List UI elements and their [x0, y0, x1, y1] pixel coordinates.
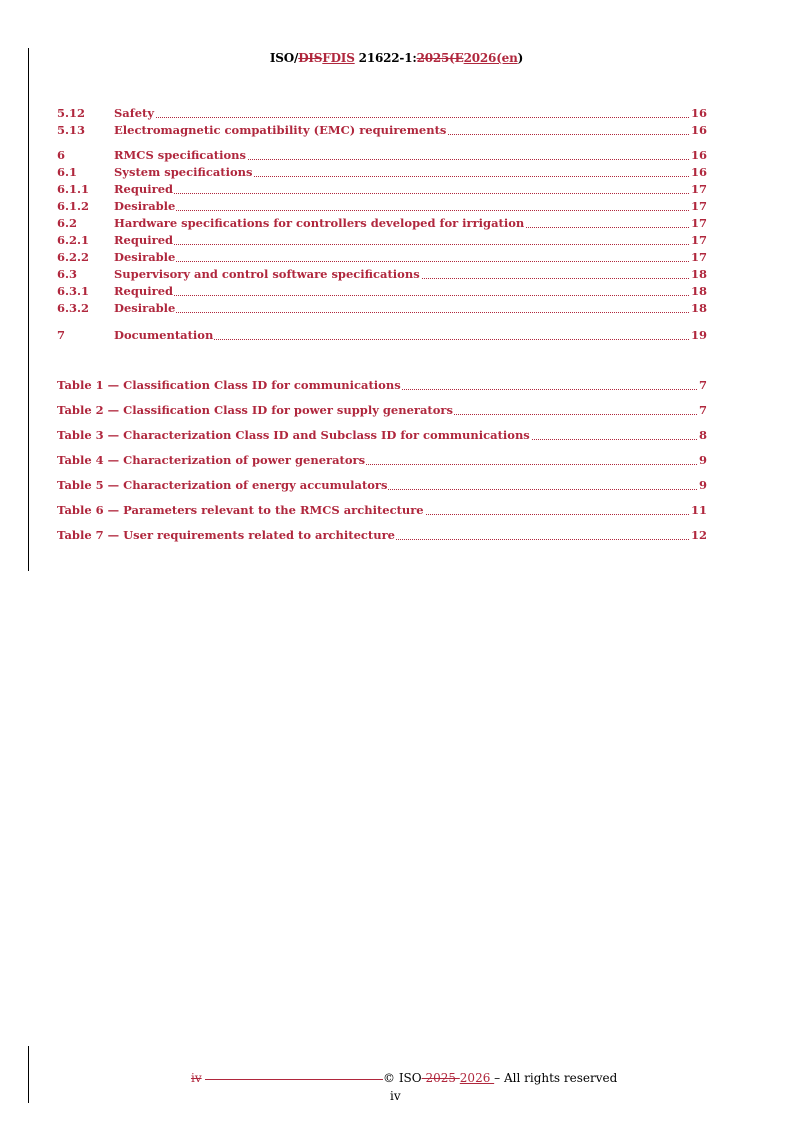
toc-entry[interactable] [57, 301, 707, 318]
toc-page: 16 [690, 148, 707, 162]
table-entry[interactable] [57, 478, 707, 503]
toc-page: 17 [690, 216, 707, 230]
table-entry-title: Table 5 — Characterization of energy accumulators [57, 478, 388, 492]
toc-title: Required [114, 233, 174, 247]
list-of-tables [57, 378, 707, 553]
toc-page: 17 [690, 199, 707, 213]
footer-deleted-page: iv [191, 1071, 202, 1085]
toc-title: Desirable [114, 250, 176, 264]
toc-entry[interactable] [57, 250, 707, 267]
toc-number: 6.3.1 [57, 284, 90, 298]
table-entry-page: 9 [698, 453, 707, 467]
header-deleted-stage: DIS [298, 51, 323, 65]
toc-page: 16 [690, 106, 707, 120]
toc-number: 6 [57, 148, 66, 162]
footer-deleted-rule [205, 1079, 383, 1080]
toc-page: 19 [690, 328, 707, 342]
page-number: iv [390, 1089, 401, 1103]
change-bar-bottom [28, 1046, 29, 1103]
toc-title: Hardware specifications for controllers developed for irrigation [114, 216, 525, 230]
copyright-deleted-year: 2025 [421, 1071, 460, 1085]
toc-page: 16 [690, 165, 707, 179]
toc-page: 18 [690, 267, 707, 281]
toc-number: 6.2.1 [57, 233, 90, 247]
toc-number: 6.1 [57, 165, 78, 179]
table-entry-title: Table 3 — Characterization Class ID and Subclass ID for communications [57, 428, 530, 442]
toc-number: 6.2 [57, 216, 78, 230]
toc-page: 17 [690, 233, 707, 247]
toc-group-5 [57, 106, 707, 140]
header-inserted-stage: FDIS [322, 51, 355, 65]
table-entry-title: Table 6 — Parameters relevant to the RMCS architecture [57, 503, 424, 517]
header-prefix: ISO/ [269, 51, 299, 65]
toc-number: 6.2.2 [57, 250, 90, 264]
table-entry-page: 7 [698, 378, 707, 392]
toc-title: System specifications [114, 165, 253, 179]
table-entry[interactable] [57, 453, 707, 478]
table-entry[interactable] [57, 528, 707, 553]
toc-title: Electromagnetic compatibility (EMC) requirements [114, 123, 447, 137]
copyright-prefix: © ISO [383, 1071, 422, 1085]
copyright-notice [383, 1071, 617, 1085]
toc-entry[interactable] [57, 123, 707, 140]
toc-number: 6.1.1 [57, 182, 90, 196]
table-entry-page: 7 [698, 403, 707, 417]
toc-title: RMCS specifications [114, 148, 246, 162]
toc-page: 17 [690, 182, 707, 196]
toc-entry[interactable] [57, 106, 707, 123]
header-deleted-year: 2025(E [416, 51, 464, 65]
toc-page: 17 [690, 250, 707, 264]
toc-title: Desirable [114, 199, 176, 213]
toc-page: 18 [690, 301, 707, 315]
header-inserted-year: 2026(en [463, 51, 518, 65]
toc-entry[interactable] [57, 165, 707, 182]
toc-number: 7 [57, 328, 66, 342]
page-header [0, 51, 793, 65]
copyright-suffix: – All rights reserved [494, 1071, 618, 1085]
table-entry-title: Table 4 — Characterization of power generators [57, 453, 366, 467]
toc-entry[interactable] [57, 267, 707, 284]
toc-title: Safety [114, 106, 155, 120]
header-middle: 21622-1: [354, 51, 417, 65]
toc-title: Documentation [114, 328, 214, 342]
toc-group-6 [57, 148, 707, 318]
toc-number: 6.3.2 [57, 301, 90, 315]
table-entry-title: Table 1 — Classification Class ID for communications [57, 378, 401, 392]
table-entry-page: 8 [698, 428, 707, 442]
toc-entry[interactable] [57, 233, 707, 250]
table-entry-title: Table 2 — Classification Class ID for power supply generators [57, 403, 453, 417]
table-entry-title: Table 7 — User requirements related to architecture [57, 528, 395, 542]
toc-entry[interactable] [57, 328, 707, 345]
toc-entry[interactable] [57, 148, 707, 165]
table-entry[interactable] [57, 378, 707, 403]
change-bar-top [28, 48, 29, 571]
table-entry[interactable] [57, 428, 707, 453]
table-entry-page: 12 [690, 528, 707, 542]
toc-entry[interactable] [57, 182, 707, 199]
toc-group-7 [57, 328, 707, 345]
table-entry-page: 9 [698, 478, 707, 492]
toc-title: Required [114, 182, 174, 196]
table-entry[interactable] [57, 403, 707, 428]
toc-title: Supervisory and control software specifications [114, 267, 420, 281]
toc-number: 5.13 [57, 123, 86, 137]
toc-number: 5.12 [57, 106, 86, 120]
toc-page: 16 [690, 123, 707, 137]
copyright-inserted-year: 2026 [459, 1071, 495, 1085]
header-suffix: ) [517, 51, 524, 65]
toc-page: 18 [690, 284, 707, 298]
toc-number: 6.1.2 [57, 199, 90, 213]
table-entry[interactable] [57, 503, 707, 528]
toc-entry[interactable] [57, 216, 707, 233]
toc-entry[interactable] [57, 284, 707, 301]
toc-entry[interactable] [57, 199, 707, 216]
toc-number: 6.3 [57, 267, 78, 281]
toc-title: Required [114, 284, 174, 298]
toc-title: Desirable [114, 301, 176, 315]
table-entry-page: 11 [690, 503, 707, 517]
